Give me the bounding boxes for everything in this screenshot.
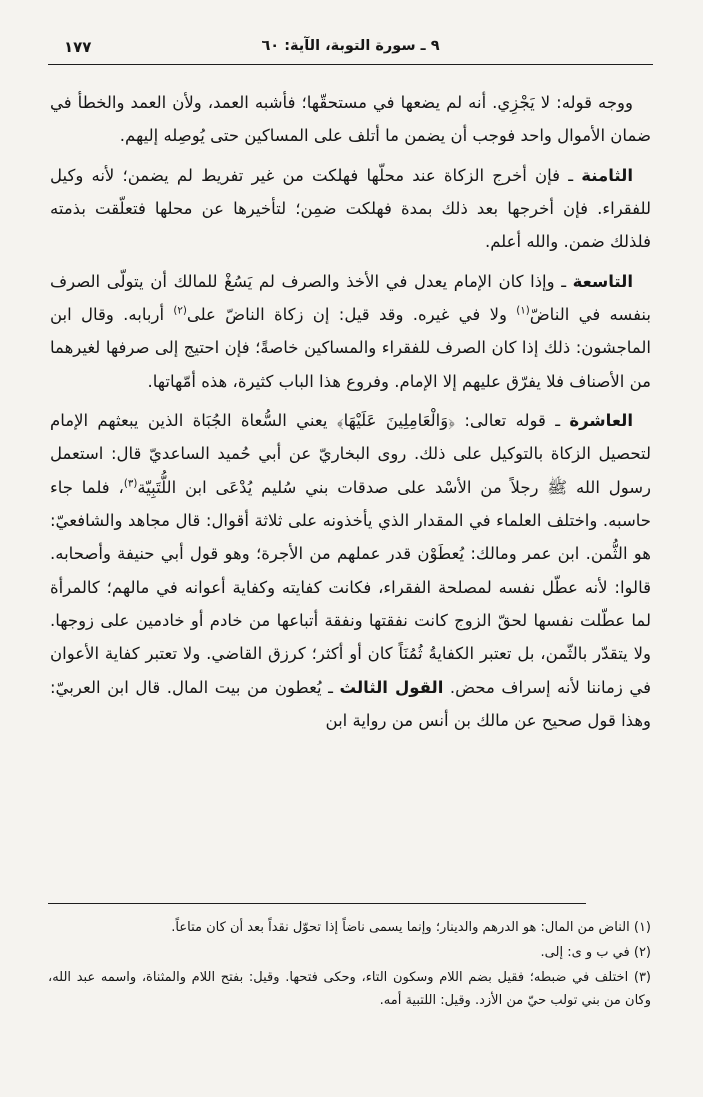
text-segment: ووجه قوله: لا يَجْزِي. أنه لم يضعها في مستحقّها؛ فأشبه العمد، ولأن العمد والخطأ في ضمان الأموال واحد فوجب أن يضمن ما أتلف على المساكين حتى يُوصِله إليهم. [50,93,651,146]
paragraph [50,159,651,259]
footnote-divider [48,903,586,904]
footnote-ref: (١) [516,305,530,317]
text-segment: ـ وإذا كان الإمام يعدل في الأخذ والصرف لم يَسُغْ للمالك أن يتولّى الصرف بنفسه في الناضّ [50,271,651,324]
body-text [50,86,651,743]
text-segment: القول الثالث [339,677,444,697]
text-segment: الثامنة [581,165,633,185]
footnotes-list [48,916,651,1015]
paragraph [50,404,651,737]
text-segment: العاشرة [569,410,633,430]
text-segment: التاسعة [572,271,633,291]
footnote-ref: (٢) [173,305,187,317]
text-segment: ـ يُعطون من بيت المال. قال ابن العربيّ: وهذا قول صحيح عن مالك بن أنس من رواية ابن [50,677,651,730]
footnote-ref: (٣) [123,478,138,490]
header-divider [48,64,653,65]
footnote-item: (٢) في ب و ى: إلى. [540,945,651,961]
chapter-header: ٩ ـ سورة التوبة، الآية: ٦٠ [261,38,440,54]
text-segment: ولا في غيره. وقد قيل: إن زكاة الناضّ على [186,304,517,324]
text-segment: ـ فإن أخرج الزكاة عند محلّها فهلكت من غير تفريط لم يضمن؛ لأنه وكيل للفقراء. فإن أخرجها بعد ذلك بمدة فهلكت ضمِن؛ لتأخيرها عن محلها فتعلّقت بذمته فلذلك ضمن. والله أعلم. [50,165,651,252]
text-segment: أربابه. وقال ابن الماجشون: ذلك إذا كان الصرف للفقراء والمساكين خاصةً؛ فإن احتيج إلى صرفها لغيرهما من الأصناف فلا يفرّق عليهم إلا الإمام. وفروع هذا الباب كثيرة، هذه أمّهاتها. [50,304,651,391]
text-segment: ، فلما جاء حاسبه. واختلف العلماء في المقدار الذي يأخذونه على ثلاثة أقوال: قال مجاهد والشافعيّ: هو الثُّمن. ابن عمر ومالك: يُعطَوْن قدر عملهم من الأجرة؛ وهو قول أبي حنيفة وأصحابه. قالوا: لأنه عطّل نفسه لمصلحة الفقراء، فكانت كفايته وكفاية أعوانه في مالهم؛ كالمرأة لما عطّلت نفسها لحقّ الزوج كانت نفقتها ونفقة أتباعها من خادم أو خادمين على زوجها. ولا يتقدّر بالثّمن، بل تعتبر الكفايةُ ثُمُنَاً كان أو أكثر؛ كرزق القاضي. ولا تعتبر كفاية الأعوان في زماننا لأنه إسراف محض. [50,477,652,697]
footnote-item: (١) الناض من المال: هو الدرهم والدينار؛ وإنما يسمى ناضاً إذا تحوّل نقداً بعد أن كان متاعاً. [171,920,651,935]
paragraph [50,265,651,398]
text-segment: ـ قوله تعالى: ﴿وَالْعَامِلِينَ عَلَيْهَا﴾ يعني السُّعاة الجُبَاة الذين يبعثهم الإمام لتحصيل الزكاة بالتوكيل على ذلك. روى البخاريّ عن أبي حُميد الساعديّ قال: استعمل رسول الله ﷺ رجلاً من الأسْد على صدقات بني سُليم يُدْعَى ابن اللُّتَبِيّة [50,410,652,497]
page-header [50,38,651,66]
footnote-item: (٣) اختلف في ضبطه؛ فقيل بضم اللام وسكون التاء، وحكى فتحها. وقيل: بفتح اللام والمثناة، واسمه عبد الله، وكان من بني تولب حيّ من الأزد. وقيل: اللتبية أمه. [48,970,651,1009]
page-number: ١٧٧ [64,38,92,56]
paragraph [50,86,651,153]
